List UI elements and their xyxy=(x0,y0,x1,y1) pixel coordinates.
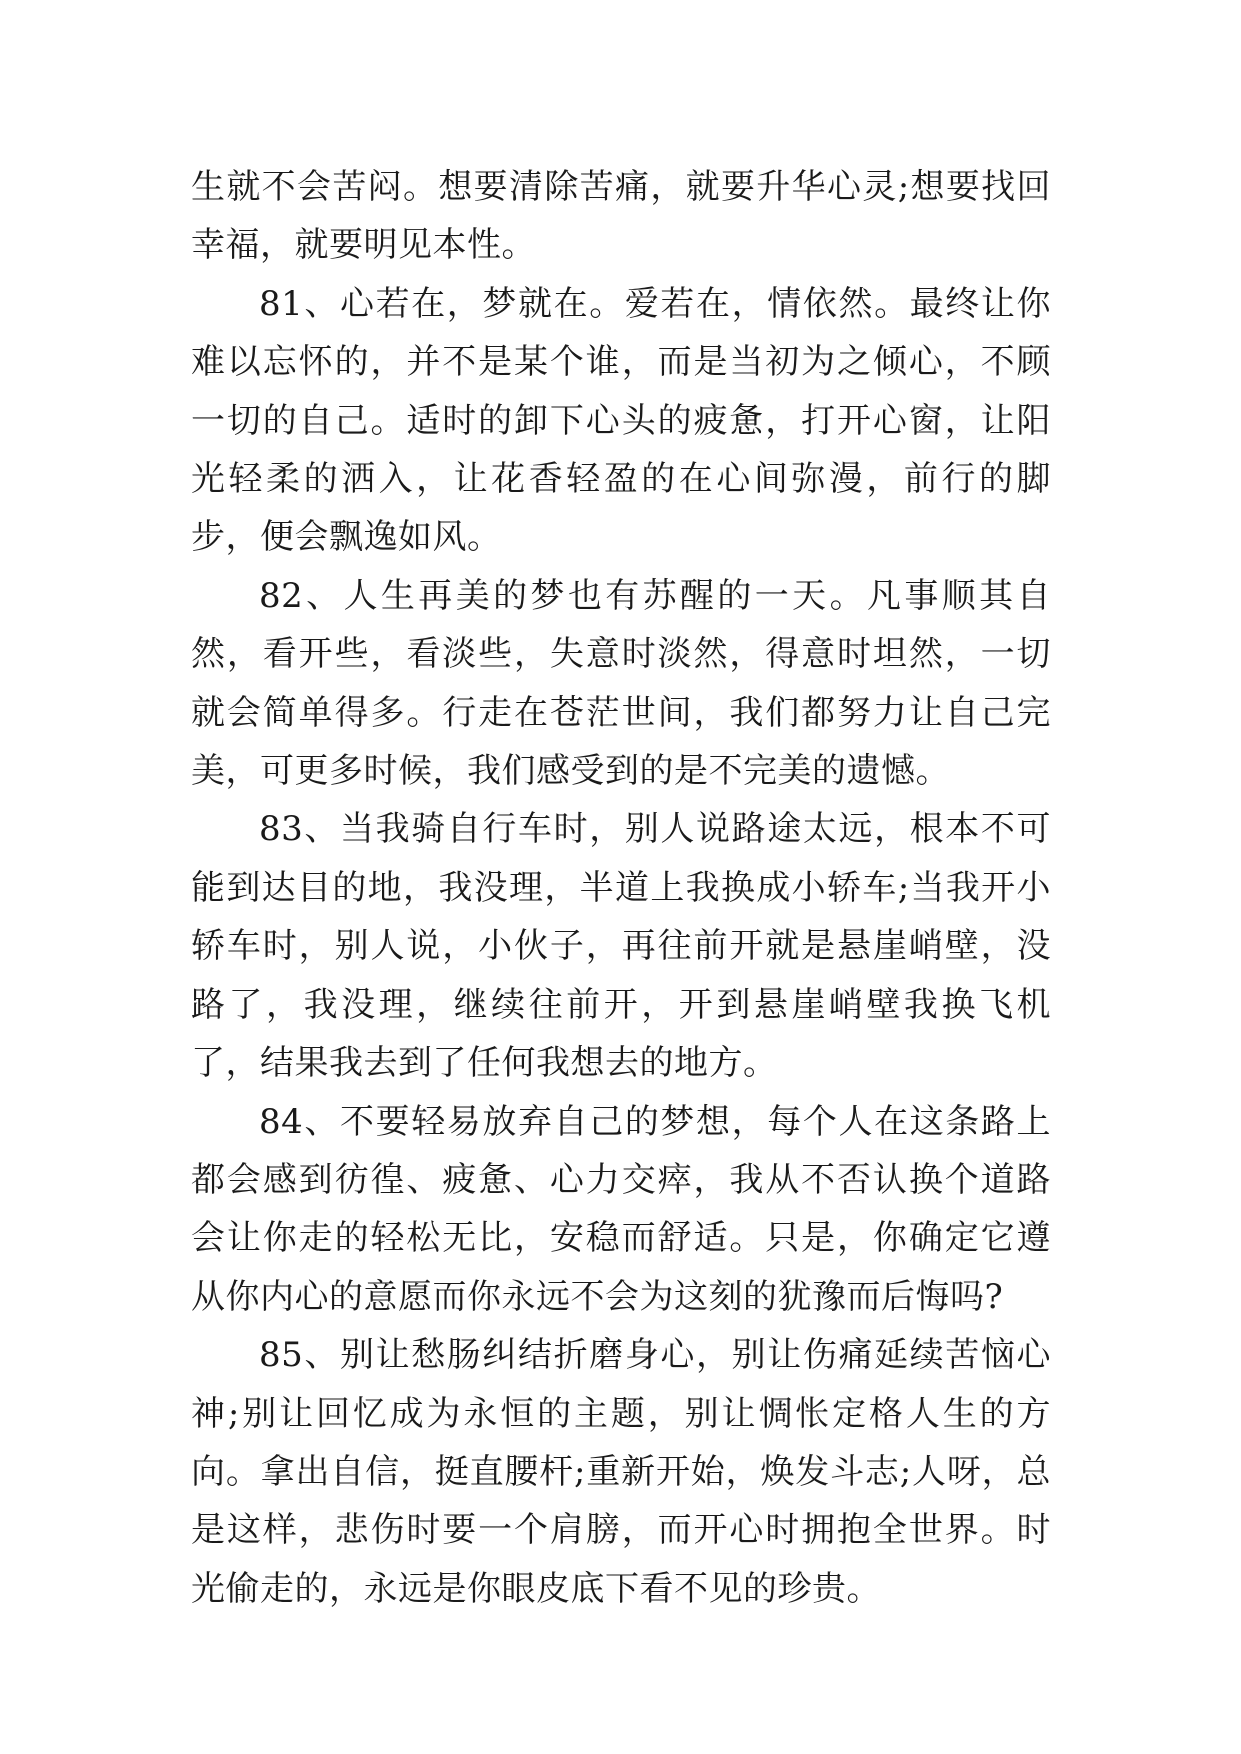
paragraph-84: 84、不要轻易放弃自己的梦想，每个人在这条路上都会感到彷徨、疲惫、心力交瘁，我从不否认换个道路会让你走的轻松无比，安稳而舒适。只是，你确定它遵从你内心的意愿而你永远不会为这刻的犹豫而后悔吗? xyxy=(191,1101,1051,1317)
document-body xyxy=(191,158,1051,1618)
paragraph-85: 85、别让愁肠纠结折磨身心，别让伤痛延续苦恼心神;别让回忆成为永恒的主题，别让惆怅定格人生的方向。拿出自信，挺直腰杆;重新开始，焕发斗志;人呀，总是这样，悲伤时要一个肩膀，而开心时拥抱全世界。时光偷走的，永远是你眼皮底下看不见的珍贵。 xyxy=(191,1335,1051,1609)
paragraph-81: 81、心若在，梦就在。爱若在，情依然。最终让你难以忘怀的，并不是某个谁，而是当初为之倾心，不顾一切的自己。适时的卸下心头的疲惫，打开心窗，让阳光轻柔的洒入，让花香轻盈的在心间弥漫，前行的脚步，便会飘逸如风。 xyxy=(191,283,1051,558)
paragraph-continuation: 生就不会苦闷。想要清除苦痛，就要升华心灵;想要找回幸福，就要明见本性。 xyxy=(191,167,1051,266)
paragraph-83: 83、当我骑自行车时，别人说路途太远，根本不可能到达目的地，我没理，半道上我换成小轿车;当我开小轿车时，别人说，小伙子，再往前开就是悬崖峭壁，没路了，我没理，继续往前开，开到悬崖峭壁我换飞机了，结果我去到了任何我想去的地方。 xyxy=(191,809,1051,1084)
paragraph-82: 82、人生再美的梦也有苏醒的一天。凡事顺其自然，看开些，看淡些，失意时淡然，得意时坦然，一切就会简单得多。行走在苍茫世间，我们都努力让自己完美，可更多时候，我们感受到的是不完美的遗憾。 xyxy=(191,575,1051,792)
